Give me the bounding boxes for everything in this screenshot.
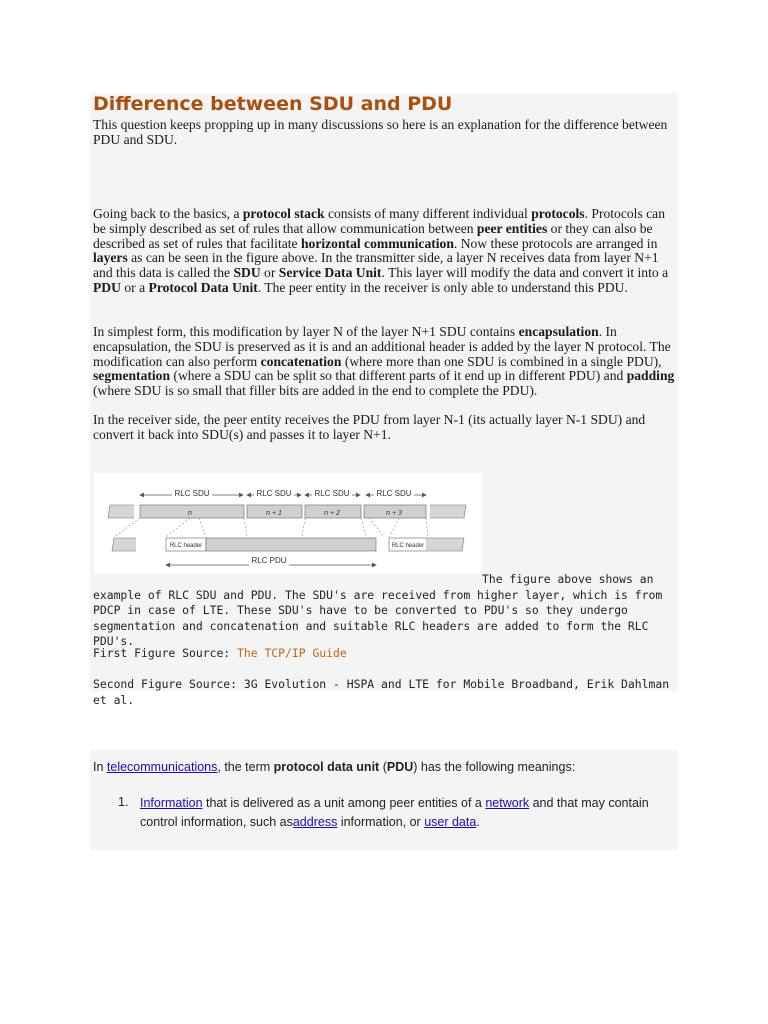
pdu-definition-intro: In telecommunications, the term protocol data unit (PDU) has the following meanings: — [93, 760, 576, 774]
svg-text:n + 1: n + 1 — [266, 510, 282, 517]
sdu-label-4: RLC SDU — [376, 489, 412, 498]
telecommunications-link[interactable]: telecommunications — [106, 760, 218, 774]
svg-text:RLC header: RLC header — [391, 543, 425, 549]
sdu-label-3: RLC SDU — [314, 489, 350, 498]
sdu-label-2: RLC SDU — [256, 489, 292, 498]
intro-paragraph: This question keeps propping up in many discussions so here is an explanation for the difference between PDU and SDU. — [93, 117, 668, 147]
tcpip-guide-link[interactable]: The TCP/IP Guide — [237, 646, 347, 660]
svg-text:n + 2: n + 2 — [324, 510, 340, 517]
rlc-sdu-pdu-figure — [94, 473, 482, 573]
list-number: 1. — [118, 795, 129, 809]
user-data-link[interactable]: user data — [424, 815, 477, 829]
source-2: Second Figure Source: 3G Evolution - HSPA and LTE for Mobile Broadband, Erik Dahlman et al. — [93, 677, 670, 707]
receiver-paragraph: In the receiver side, the peer entity receives the PDU from layer N-1 (its actually layer N-1 SDU) and convert it back into SDU(s) and passes it to layer N+1. — [93, 412, 646, 442]
address-link[interactable]: address — [292, 815, 338, 829]
network-link[interactable]: network — [485, 796, 530, 810]
list-item: Information that is delivered as a unit among peer entities of a network and that may contain control information, such asaddress information, or user data. — [140, 796, 649, 829]
svg-text:n + 3: n + 3 — [386, 510, 402, 517]
pdu-label: RLC PDU — [251, 556, 287, 565]
svg-text:n: n — [188, 510, 192, 517]
encapsulation-paragraph: In simplest form, this modification by layer N of the layer N+1 SDU contains encapsulation. In encapsulation, the SDU is preserved as it is and an additional header is added by the layer N protocol. The modification can also perform concatenation (where more than one SDU is combined in a single PDU), segmentation (where a SDU can be split so that different parts of it end up in different PDU) and padding (where SDU is so small that filler bits are added in the end to complete the PDU). — [93, 324, 675, 399]
sdu-block-n — [140, 505, 244, 518]
figure-caption: The figure above shows an example of RLC SDU and PDU. The SDU's are received from higher layer, which is from PDCP in case of LTE. These SDU's have to be converted to PDU's so they undergo segmentation and concatenation and suitable RLC headers are added to form the RLC PDU's. — [93, 572, 663, 648]
source-1: First Figure Source: The TCP/IP Guide — [93, 646, 347, 660]
protocol-stack-paragraph: Going back to the basics, a protocol stack consists of many different individual protocols. Protocols can be simply described as set of rules that allow communication between peer entities or they can also be described as set of rules that facilitate horizontal communication. Now these protocols are arranged in layers as can be seen in the figure above. In the transmitter side, a layer N receives data from layer N+1 and this data is called the SDU or Service Data Unit. This layer will modify the data and convert it into a PDU or a Protocol Data Unit. The peer entity in the receiver is only able to understand this PDU. — [93, 206, 669, 295]
rlc-pdu-block — [206, 538, 376, 551]
information-link[interactable]: Information — [140, 796, 203, 810]
svg-text:RLC header: RLC header — [169, 543, 203, 549]
page-title: Difference between SDU and PDU — [93, 93, 453, 115]
sdu-label-1: RLC SDU — [174, 489, 210, 498]
